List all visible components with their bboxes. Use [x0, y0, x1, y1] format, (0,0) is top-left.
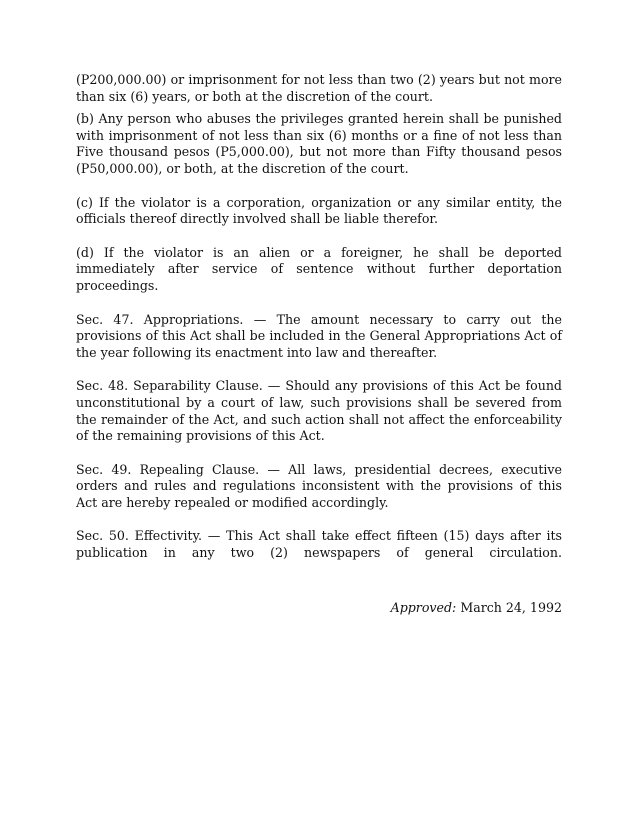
section-49-repealing-clause: Sec. 49. Repealing Clause. — All laws, presidential decrees, executive orders and rules and regulations inconsistent with the provisions of this Act are hereby repealed or modified accordingly. [76, 461, 562, 510]
section-47-appropriations: Sec. 47. Appropriations. — The amount necessary to carry out the provisions of this Act shall be included in the General Appropriations Act of the year following its enactment into law and thereafter. [76, 311, 562, 360]
approval-line [76, 600, 562, 617]
section-50-effectivity: Sec. 50. Effectivity. — This Act shall take effect fifteen (15) days after its publication in any two (2) newspapers of general circulation. [76, 528, 562, 561]
penalty-clause-c: (c) If the violator is a corporation, organization or any similar entity, the officials thereof directly involved shall be liable therefor. [76, 194, 562, 227]
section-48-separability-clause: Sec. 48. Separability Clause. — Should any provisions of this Act be found unconstitutional by a court of law, such provisions shall be severed from the remainder of the Act, and such action shall not affect the enforceability of the remaining provisions of this Act. [76, 378, 562, 444]
penalty-clause-d: (d) If the violator is an alien or a foreigner, he shall be deported immediately after service of sentence without further deportation proceedings. [76, 244, 562, 293]
approved-label: Approved: [390, 599, 457, 615]
penalty-continuation-paragraph: (P200,000.00) or imprisonment for not less than two (2) years but not more than six (6) years, or both at the discretion of the court. [76, 72, 562, 104]
approved-date: March 24, 1992 [460, 599, 562, 615]
document-page [76, 72, 562, 616]
penalty-clause-b: (b) Any person who abuses the privileges granted herein shall be punished with imprisonment of not less than six (6) months or a fine of not less than Five thousand pesos (P5,000.00), but not more than Fifty thousand pesos (P50,000.00), or both, at the discretion of the court. [76, 111, 562, 176]
